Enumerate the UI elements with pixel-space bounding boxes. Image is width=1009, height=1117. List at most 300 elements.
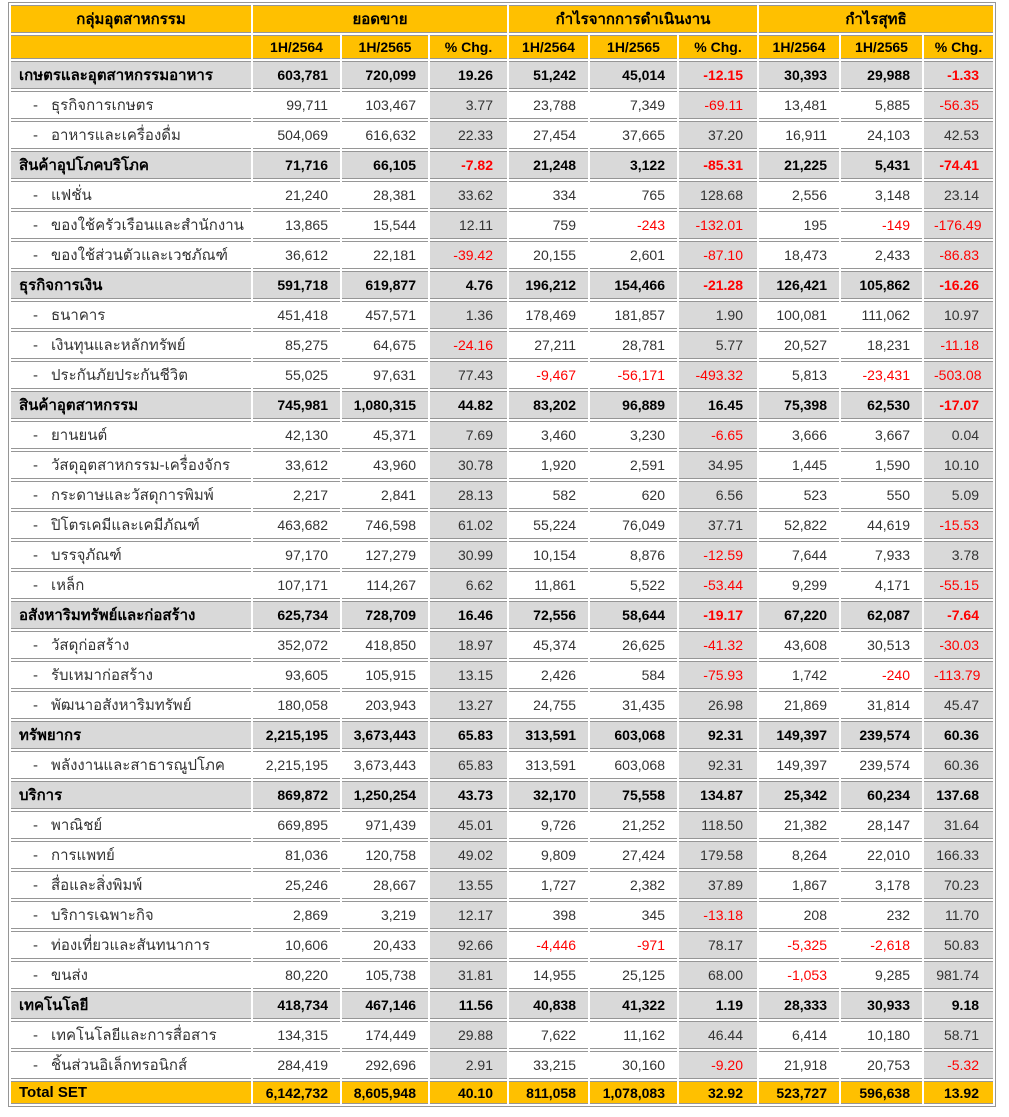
cell-sales-pct-chg: 61.02 [430,511,507,539]
cell-op-profit-1h2564: 32,170 [509,781,588,809]
cell-net-profit-1h2565: 29,988 [841,61,922,89]
cell-net-profit-1h2564: 18,473 [759,241,839,269]
cell-sales-pct-chg: 22.33 [430,121,507,149]
sub-row [11,751,993,779]
cell-sales-pct-chg: 49.02 [430,841,507,869]
cell-net-profit-pct-chg: 50.83 [924,931,993,959]
row-label: เกษตรและอุตสาหกรรมอาหาร [11,61,251,89]
row-label: - วัสดุอุตสาหกรรม-เครื่องจักร [11,451,251,479]
cell-op-profit-1h2564: 178,469 [509,301,588,329]
cell-sales-1h2565: 174,449 [342,1021,428,1049]
cell-op-profit-pct-chg: 134.87 [679,781,757,809]
cell-net-profit-1h2564: 21,382 [759,811,839,839]
cell-sales-1h2565: 728,709 [342,601,428,629]
cell-sales-1h2565: 28,381 [342,181,428,209]
cell-sales-1h2565: 3,219 [342,901,428,929]
row-label: อสังหาริมทรัพย์และก่อสร้าง [11,601,251,629]
cell-sales-1h2564: 10,606 [253,931,340,959]
cell-sales-pct-chg: 65.83 [430,751,507,779]
cell-op-profit-1h2565: 584 [590,661,677,689]
cell-op-profit-1h2565: 37,665 [590,121,677,149]
cell-net-profit-1h2565: -149 [841,211,922,239]
cell-op-profit-pct-chg: 34.95 [679,451,757,479]
cell-op-profit-1h2564: 196,212 [509,271,588,299]
cell-op-profit-1h2565: 181,857 [590,301,677,329]
cell-op-profit-1h2565: 8,876 [590,541,677,569]
cell-sales-pct-chg: 65.83 [430,721,507,749]
cell-net-profit-1h2564: 1,742 [759,661,839,689]
cell-net-profit-pct-chg: 60.36 [924,721,993,749]
cell-sales-pct-chg: 31.81 [430,961,507,989]
cell-net-profit-1h2564: 20,527 [759,331,839,359]
cell-sales-pct-chg: -24.16 [430,331,507,359]
sub-row [11,211,993,239]
cell-op-profit-1h2564: 9,809 [509,841,588,869]
cell-op-profit-1h2564: 23,788 [509,91,588,119]
cell-sales-1h2564: 99,711 [253,91,340,119]
sub-row [11,871,993,899]
cell-op-profit-pct-chg: 5.77 [679,331,757,359]
cell-sales-1h2564: 6,142,732 [253,1081,340,1104]
cell-sales-pct-chg: -39.42 [430,241,507,269]
sub-row [11,631,993,659]
cell-sales-1h2565: 1,250,254 [342,781,428,809]
row-label: ทรัพยากร [11,721,251,749]
cell-net-profit-pct-chg: 45.47 [924,691,993,719]
cell-sales-1h2565: 1,080,315 [342,391,428,419]
cell-net-profit-pct-chg: -7.64 [924,601,993,629]
cell-net-profit-1h2565: 5,885 [841,91,922,119]
cell-sales-1h2565: 127,279 [342,541,428,569]
cell-net-profit-1h2564: 21,225 [759,151,839,179]
cell-op-profit-pct-chg: -12.59 [679,541,757,569]
cell-op-profit-1h2564: 27,454 [509,121,588,149]
net-profit-group-header: กำไรสุทธิ [759,5,993,33]
cell-net-profit-pct-chg: 3.78 [924,541,993,569]
cell-op-profit-1h2564: 45,374 [509,631,588,659]
cell-op-profit-1h2565: 1,078,083 [590,1081,677,1104]
cell-net-profit-1h2565: 239,574 [841,751,922,779]
cell-net-profit-pct-chg: 166.33 [924,841,993,869]
cell-sales-pct-chg: 29.88 [430,1021,507,1049]
cell-sales-1h2565: 20,433 [342,931,428,959]
period-header-row [11,35,993,59]
cell-net-profit-1h2565: 31,814 [841,691,922,719]
cell-sales-1h2564: 603,781 [253,61,340,89]
cell-op-profit-1h2565: 5,522 [590,571,677,599]
sub-row [11,1021,993,1049]
cell-net-profit-1h2564: 3,666 [759,421,839,449]
sub-row [11,691,993,719]
cell-sales-1h2564: 463,682 [253,511,340,539]
cell-sales-pct-chg: 3.77 [430,91,507,119]
sales-1h2565-header: 1H/2565 [342,35,428,59]
section-row [11,721,993,749]
row-label: - เหล็ก [11,571,251,599]
cell-net-profit-pct-chg: -86.83 [924,241,993,269]
cell-sales-1h2564: 107,171 [253,571,340,599]
cell-net-profit-pct-chg: -74.41 [924,151,993,179]
cell-net-profit-1h2564: 67,220 [759,601,839,629]
sub-row [11,181,993,209]
cell-sales-1h2565: 616,632 [342,121,428,149]
row-label: - ของใช้ส่วนตัวและเวชภัณฑ์ [11,241,251,269]
operating-profit-group-header: กำไรจากการดำเนินงาน [509,5,757,33]
section-row [11,61,993,89]
row-label: - การแพทย์ [11,841,251,869]
sub-row [11,901,993,929]
sub-row [11,481,993,509]
cell-sales-pct-chg: 40.10 [430,1081,507,1104]
cell-op-profit-1h2565: -56,171 [590,361,677,389]
cell-op-profit-1h2564: 7,622 [509,1021,588,1049]
cell-op-profit-1h2565: 345 [590,901,677,929]
cell-net-profit-1h2565: 3,178 [841,871,922,899]
cell-op-profit-1h2564: 27,211 [509,331,588,359]
cell-net-profit-1h2565: 44,619 [841,511,922,539]
cell-op-profit-1h2565: 41,322 [590,991,677,1019]
cell-op-profit-1h2564: 398 [509,901,588,929]
cell-sales-1h2565: 3,673,443 [342,751,428,779]
cell-op-profit-1h2565: 27,424 [590,841,677,869]
cell-net-profit-1h2564: 1,445 [759,451,839,479]
cell-sales-1h2565: 971,439 [342,811,428,839]
cell-sales-1h2564: 2,215,195 [253,721,340,749]
cell-sales-1h2564: 134,315 [253,1021,340,1049]
section-row [11,151,993,179]
row-label: - แฟชั่น [11,181,251,209]
total-row [11,1081,993,1104]
cell-net-profit-pct-chg: 981.74 [924,961,993,989]
cell-net-profit-1h2564: 52,822 [759,511,839,539]
cell-net-profit-1h2565: 550 [841,481,922,509]
cell-net-profit-1h2565: 62,087 [841,601,922,629]
cell-op-profit-1h2564: 9,726 [509,811,588,839]
cell-net-profit-pct-chg: 5.09 [924,481,993,509]
row-label: ธุรกิจการเงิน [11,271,251,299]
cell-net-profit-1h2565: 30,933 [841,991,922,1019]
cell-sales-1h2564: 418,734 [253,991,340,1019]
cell-op-profit-pct-chg: -69.11 [679,91,757,119]
cell-net-profit-pct-chg: 70.23 [924,871,993,899]
row-label: - เงินทุนและหลักทรัพย์ [11,331,251,359]
cell-sales-1h2564: 97,170 [253,541,340,569]
cell-net-profit-1h2565: 10,180 [841,1021,922,1049]
row-label: - ธนาคาร [11,301,251,329]
cell-net-profit-1h2564: 43,608 [759,631,839,659]
cell-op-profit-pct-chg: 1.19 [679,991,757,1019]
cell-net-profit-1h2565: 18,231 [841,331,922,359]
sub-row [11,661,993,689]
cell-net-profit-1h2564: 16,911 [759,121,839,149]
cell-op-profit-1h2565: 75,558 [590,781,677,809]
cell-op-profit-1h2564: 51,242 [509,61,588,89]
cell-net-profit-1h2565: 105,862 [841,271,922,299]
net-profit-1h2564-header: 1H/2564 [759,35,839,59]
cell-net-profit-1h2564: 1,867 [759,871,839,899]
cell-op-profit-1h2564: 1,920 [509,451,588,479]
cell-net-profit-1h2565: 7,933 [841,541,922,569]
cell-net-profit-pct-chg: -1.33 [924,61,993,89]
cell-op-profit-1h2564: 72,556 [509,601,588,629]
cell-net-profit-1h2564: 6,414 [759,1021,839,1049]
cell-op-profit-1h2565: 21,252 [590,811,677,839]
cell-op-profit-pct-chg: -132.01 [679,211,757,239]
cell-net-profit-1h2564: -5,325 [759,931,839,959]
cell-sales-1h2565: 43,960 [342,451,428,479]
cell-op-profit-pct-chg: 37.20 [679,121,757,149]
cell-op-profit-pct-chg: -21.28 [679,271,757,299]
row-label: - วัสดุก่อสร้าง [11,631,251,659]
cell-net-profit-1h2564: 9,299 [759,571,839,599]
cell-net-profit-pct-chg: 23.14 [924,181,993,209]
sub-row [11,841,993,869]
cell-net-profit-pct-chg: 0.04 [924,421,993,449]
cell-net-profit-pct-chg: 58.71 [924,1021,993,1049]
cell-net-profit-pct-chg: -16.26 [924,271,993,299]
cell-net-profit-1h2564: 149,397 [759,721,839,749]
row-label: - ประกันภัยประกันชีวิต [11,361,251,389]
cell-sales-1h2564: 81,036 [253,841,340,869]
op-profit-pct-chg-header: % Chg. [679,35,757,59]
cell-op-profit-pct-chg: 1.90 [679,301,757,329]
sub-row [11,421,993,449]
cell-op-profit-pct-chg: -53.44 [679,571,757,599]
table-body [11,61,993,1104]
cell-net-profit-1h2564: 126,421 [759,271,839,299]
row-label: บริการ [11,781,251,809]
cell-net-profit-1h2565: 60,234 [841,781,922,809]
cell-op-profit-pct-chg: 16.45 [679,391,757,419]
cell-net-profit-1h2564: 25,342 [759,781,839,809]
cell-op-profit-1h2565: 28,781 [590,331,677,359]
industry-group-header: กลุ่มอุตสาหกรรม [11,5,251,33]
cell-sales-1h2564: 21,240 [253,181,340,209]
cell-net-profit-1h2564: 195 [759,211,839,239]
cell-sales-1h2564: 71,716 [253,151,340,179]
cell-net-profit-pct-chg: -56.35 [924,91,993,119]
industry-performance-table [8,2,996,1107]
cell-op-profit-1h2565: 31,435 [590,691,677,719]
cell-sales-pct-chg: 44.82 [430,391,507,419]
cell-op-profit-pct-chg: -85.31 [679,151,757,179]
cell-op-profit-1h2565: 25,125 [590,961,677,989]
row-label: - อาหารและเครื่องดื่ม [11,121,251,149]
cell-sales-pct-chg: 92.66 [430,931,507,959]
cell-net-profit-pct-chg: 11.70 [924,901,993,929]
empty-header-cell [11,35,251,59]
cell-net-profit-pct-chg: -503.08 [924,361,993,389]
cell-sales-pct-chg: 13.15 [430,661,507,689]
cell-sales-1h2564: 33,612 [253,451,340,479]
cell-sales-1h2564: 504,069 [253,121,340,149]
cell-op-profit-1h2564: 582 [509,481,588,509]
cell-sales-1h2564: 669,895 [253,811,340,839]
cell-sales-pct-chg: 11.56 [430,991,507,1019]
cell-op-profit-pct-chg: 37.71 [679,511,757,539]
row-label: - รับเหมาก่อสร้าง [11,661,251,689]
cell-op-profit-1h2564: 20,155 [509,241,588,269]
sub-row [11,361,993,389]
cell-net-profit-1h2565: 1,590 [841,451,922,479]
cell-net-profit-1h2565: -2,618 [841,931,922,959]
cell-net-profit-1h2565: 4,171 [841,571,922,599]
cell-sales-1h2565: 457,571 [342,301,428,329]
cell-sales-1h2565: 746,598 [342,511,428,539]
cell-sales-pct-chg: 13.55 [430,871,507,899]
cell-op-profit-pct-chg: 128.68 [679,181,757,209]
cell-op-profit-pct-chg: 37.89 [679,871,757,899]
cell-net-profit-1h2565: -240 [841,661,922,689]
cell-net-profit-1h2564: 523 [759,481,839,509]
cell-net-profit-1h2564: 75,398 [759,391,839,419]
cell-net-profit-pct-chg: -15.53 [924,511,993,539]
net-profit-pct-chg-header: % Chg. [924,35,993,59]
cell-op-profit-1h2564: 40,838 [509,991,588,1019]
cell-sales-pct-chg: 12.17 [430,901,507,929]
cell-net-profit-1h2564: -1,053 [759,961,839,989]
cell-sales-pct-chg: 6.62 [430,571,507,599]
cell-sales-1h2565: 28,667 [342,871,428,899]
cell-sales-pct-chg: 4.76 [430,271,507,299]
cell-op-profit-pct-chg: -9.20 [679,1051,757,1079]
cell-op-profit-1h2564: 11,861 [509,571,588,599]
sales-pct-chg-header: % Chg. [430,35,507,59]
cell-sales-1h2565: 15,544 [342,211,428,239]
cell-sales-1h2564: 591,718 [253,271,340,299]
cell-op-profit-1h2564: 24,755 [509,691,588,719]
row-label: - เทคโนโลยีและการสื่อสาร [11,1021,251,1049]
sub-row [11,121,993,149]
cell-sales-1h2565: 292,696 [342,1051,428,1079]
cell-net-profit-1h2565: 111,062 [841,301,922,329]
cell-op-profit-1h2564: 2,426 [509,661,588,689]
row-label: Total SET [11,1081,251,1104]
cell-op-profit-1h2565: 620 [590,481,677,509]
cell-op-profit-1h2565: -971 [590,931,677,959]
cell-op-profit-pct-chg: 179.58 [679,841,757,869]
cell-sales-1h2564: 869,872 [253,781,340,809]
cell-net-profit-pct-chg: -17.07 [924,391,993,419]
cell-sales-1h2565: 22,181 [342,241,428,269]
cell-op-profit-pct-chg: 6.56 [679,481,757,509]
cell-op-profit-1h2565: 45,014 [590,61,677,89]
sub-row [11,571,993,599]
row-label: - ชิ้นส่วนอิเล็กทรอนิกส์ [11,1051,251,1079]
cell-op-profit-1h2564: -4,446 [509,931,588,959]
cell-op-profit-1h2565: -243 [590,211,677,239]
cell-net-profit-pct-chg: 9.18 [924,991,993,1019]
cell-sales-1h2564: 85,275 [253,331,340,359]
row-label: - พัฒนาอสังหาริมทรัพย์ [11,691,251,719]
cell-op-profit-1h2565: 3,122 [590,151,677,179]
cell-op-profit-pct-chg: 32.92 [679,1081,757,1104]
section-row [11,271,993,299]
cell-sales-pct-chg: 1.36 [430,301,507,329]
cell-net-profit-1h2565: 9,285 [841,961,922,989]
cell-op-profit-pct-chg: -6.65 [679,421,757,449]
cell-sales-pct-chg: -7.82 [430,151,507,179]
cell-net-profit-1h2565: 22,010 [841,841,922,869]
section-row [11,391,993,419]
sub-row [11,931,993,959]
cell-op-profit-1h2565: 2,382 [590,871,677,899]
cell-op-profit-1h2565: 3,230 [590,421,677,449]
cell-op-profit-1h2565: 603,068 [590,721,677,749]
cell-sales-pct-chg: 30.99 [430,541,507,569]
cell-net-profit-1h2564: 100,081 [759,301,839,329]
cell-net-profit-pct-chg: -5.32 [924,1051,993,1079]
cell-op-profit-1h2564: 83,202 [509,391,588,419]
cell-sales-1h2565: 418,850 [342,631,428,659]
cell-sales-1h2564: 180,058 [253,691,340,719]
cell-sales-1h2565: 114,267 [342,571,428,599]
cell-sales-pct-chg: 19.26 [430,61,507,89]
cell-sales-1h2564: 25,246 [253,871,340,899]
cell-op-profit-1h2564: 1,727 [509,871,588,899]
cell-net-profit-1h2564: 8,264 [759,841,839,869]
cell-op-profit-1h2565: 765 [590,181,677,209]
cell-net-profit-1h2565: 2,433 [841,241,922,269]
cell-net-profit-1h2565: 239,574 [841,721,922,749]
cell-op-profit-1h2564: 811,058 [509,1081,588,1104]
cell-op-profit-1h2565: 58,644 [590,601,677,629]
row-label: - กระดาษและวัสดุการพิมพ์ [11,481,251,509]
row-label: สินค้าอุตสาหกรรม [11,391,251,419]
cell-net-profit-pct-chg: -55.15 [924,571,993,599]
sub-row [11,241,993,269]
cell-sales-1h2564: 36,612 [253,241,340,269]
cell-net-profit-1h2564: 21,869 [759,691,839,719]
row-label: - บริการเฉพาะกิจ [11,901,251,929]
cell-net-profit-pct-chg: 31.64 [924,811,993,839]
cell-op-profit-pct-chg: -87.10 [679,241,757,269]
cell-op-profit-1h2565: 96,889 [590,391,677,419]
row-label: - พาณิชย์ [11,811,251,839]
cell-sales-1h2565: 467,146 [342,991,428,1019]
cell-op-profit-1h2565: 11,162 [590,1021,677,1049]
cell-net-profit-1h2564: 208 [759,901,839,929]
cell-sales-1h2565: 66,105 [342,151,428,179]
cell-net-profit-1h2564: 13,481 [759,91,839,119]
cell-op-profit-1h2564: 759 [509,211,588,239]
cell-sales-1h2565: 720,099 [342,61,428,89]
sub-row [11,301,993,329]
cell-net-profit-1h2564: 30,393 [759,61,839,89]
cell-sales-pct-chg: 2.91 [430,1051,507,1079]
cell-op-profit-1h2564: 10,154 [509,541,588,569]
cell-net-profit-1h2564: 5,813 [759,361,839,389]
sub-row [11,811,993,839]
cell-sales-pct-chg: 7.69 [430,421,507,449]
cell-net-profit-1h2564: 2,556 [759,181,839,209]
cell-op-profit-pct-chg: 78.17 [679,931,757,959]
row-label: - ปิโตรเคมีและเคมีภัณฑ์ [11,511,251,539]
cell-op-profit-pct-chg: -493.32 [679,361,757,389]
cell-net-profit-pct-chg: -11.18 [924,331,993,359]
cell-op-profit-pct-chg: 92.31 [679,721,757,749]
cell-net-profit-pct-chg: 10.97 [924,301,993,329]
cell-sales-1h2564: 93,605 [253,661,340,689]
sub-row [11,451,993,479]
section-row [11,781,993,809]
cell-sales-pct-chg: 16.46 [430,601,507,629]
table-header [11,5,993,59]
cell-sales-pct-chg: 43.73 [430,781,507,809]
cell-net-profit-pct-chg: 137.68 [924,781,993,809]
cell-net-profit-1h2565: 232 [841,901,922,929]
sub-row [11,1051,993,1079]
